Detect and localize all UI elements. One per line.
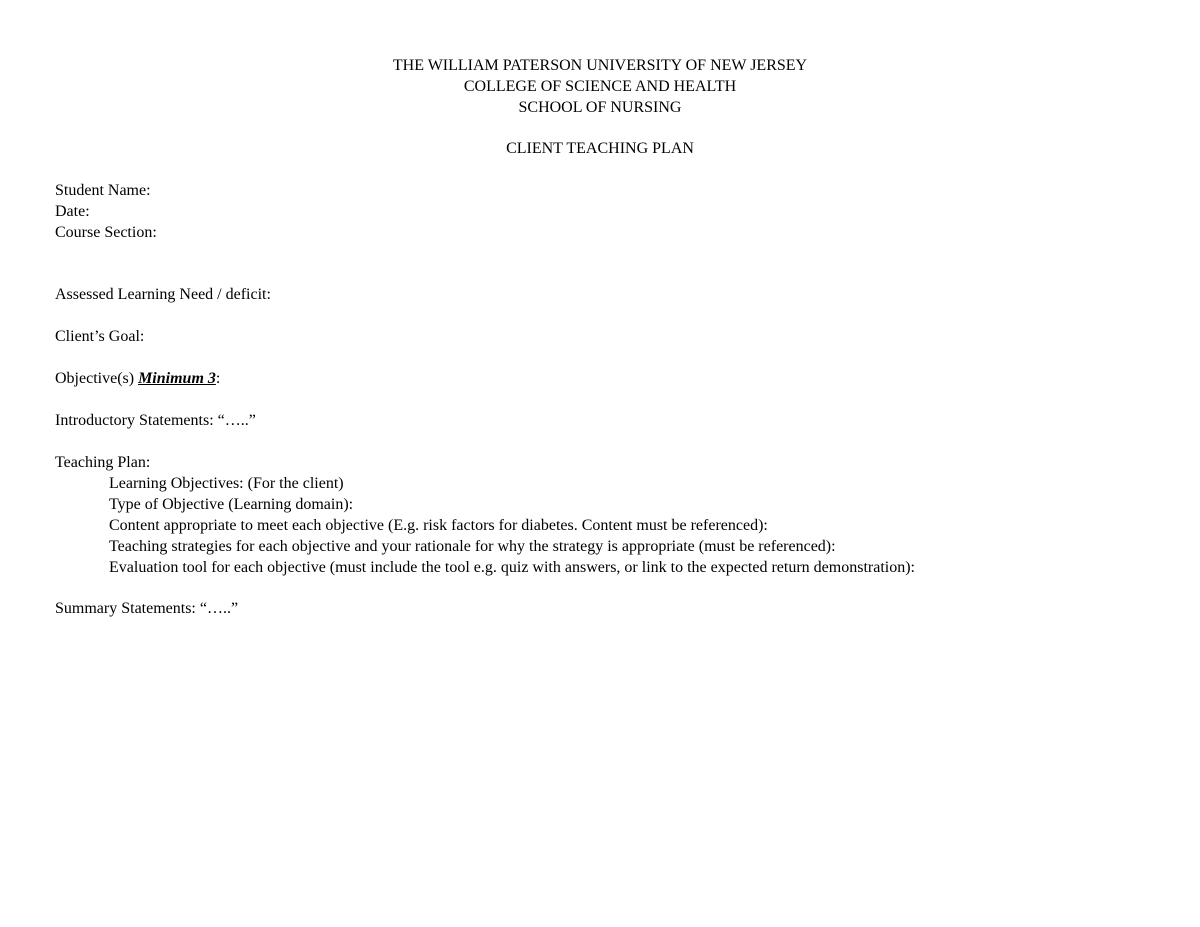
teaching-plan-label: Teaching Plan: xyxy=(55,454,151,471)
teaching-plan-item: Type of Objective (Learning domain): xyxy=(109,496,354,513)
objectives-minimum: Minimum 3 xyxy=(138,370,216,387)
teaching-plan-item: Evaluation tool for each objective (must include the tool e.g. quiz with answers, or link to the expected return demonstration): xyxy=(109,559,915,576)
objectives-prefix: Objective(s) xyxy=(55,370,139,387)
document-title: CLIENT TEACHING PLAN xyxy=(506,140,694,157)
student-name-label: Student Name: xyxy=(55,182,151,199)
teaching-plan-item: Learning Objectives: (For the client) xyxy=(109,475,344,492)
college-name: COLLEGE OF SCIENCE AND HEALTH xyxy=(463,78,737,95)
student-info xyxy=(55,180,1175,243)
summary-section xyxy=(55,598,1175,619)
course-section-label: Course Section: xyxy=(55,224,157,241)
introductory-section xyxy=(55,410,1175,431)
summary-statements-label: Summary Statements: “…..” xyxy=(55,600,239,617)
document-header xyxy=(0,55,1200,118)
client-goal-section xyxy=(55,326,1175,347)
learning-need-section xyxy=(55,284,1175,305)
objectives-label xyxy=(55,368,1175,389)
teaching-plan-section xyxy=(55,452,1175,578)
school-name: SCHOOL OF NURSING xyxy=(518,99,682,116)
learning-need-label: Assessed Learning Need / deficit: xyxy=(55,286,271,303)
university-name: THE WILLIAM PATERSON UNIVERSITY OF NEW JERSEY xyxy=(392,57,808,74)
objectives-section xyxy=(55,368,1175,389)
teaching-plan-item: Teaching strategies for each objective and your rationale for why the strategy is appropriate (must be referenced): xyxy=(109,538,836,555)
introductory-statements-label: Introductory Statements: “…..” xyxy=(55,412,256,429)
date-label: Date: xyxy=(55,203,90,220)
objectives-suffix: : xyxy=(215,370,221,387)
client-goal-label: Client’s Goal: xyxy=(55,328,145,345)
teaching-plan-item: Content appropriate to meet each objective (E.g. risk factors for diabetes. Content must be referenced): xyxy=(109,517,768,534)
